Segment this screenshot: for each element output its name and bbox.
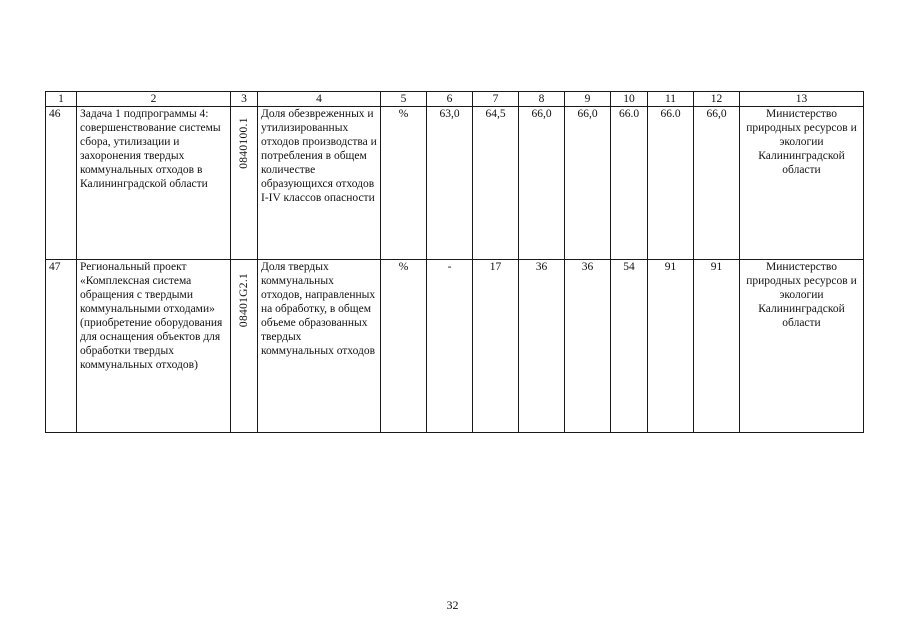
column-header: 4 [258,92,381,107]
value-cell: 66.0 [648,107,694,260]
table-row [46,260,864,433]
row-number: 47 [46,260,77,433]
column-header: 12 [694,92,740,107]
indicators-table [45,91,864,433]
indicator-name: Доля обезвреженных и утилизированных отходов производства и потребления в общем количестве образующихся отходов I-IV классов опасности [258,107,381,260]
responsible-body: Министерство природных ресурсов и экологии Калининградской области [740,107,864,260]
value-cell: 91 [648,260,694,433]
unit: % [381,107,427,260]
value-cell: 91 [694,260,740,433]
column-header: 8 [519,92,565,107]
value-cell: 36 [519,260,565,433]
value-cell: 63,0 [427,107,473,260]
value-cell: - [427,260,473,433]
column-header: 7 [473,92,519,107]
column-header: 13 [740,92,864,107]
column-header: 5 [381,92,427,107]
row-number: 46 [46,107,77,260]
code-cell [231,260,258,433]
column-header: 10 [611,92,648,107]
value-cell: 66,0 [694,107,740,260]
column-header: 3 [231,92,258,107]
column-header: 11 [648,92,694,107]
value-cell: 66,0 [565,107,611,260]
value-cell: 54 [611,260,648,433]
task-name: Региональный проект «Комплексная система обращения с твердыми коммунальными отходами» (приобретение оборудования для оснащения объектов для обработки твердых коммунальных отходов) [77,260,231,433]
column-header: 1 [46,92,77,107]
responsible-body: Министерство природных ресурсов и экологии Калининградской области [740,260,864,433]
value-cell: 17 [473,260,519,433]
value-cell: 66.0 [611,107,648,260]
task-name: Задача 1 подпрограммы 4: совершенствование системы сбора, утилизации и захоронения твердых коммунальных отходов в Калининградской области [77,107,231,260]
column-header: 6 [427,92,473,107]
code-cell [231,107,258,260]
value-cell: 36 [565,260,611,433]
task-code: 08401G2.1 [238,272,250,328]
header-row [46,92,864,107]
indicator-name: Доля твердых коммунальных отходов, направленных на обработку, в общем объеме образованных твердых коммунальных отходов [258,260,381,433]
task-code: 0840100.1 [238,117,250,169]
value-cell: 66,0 [519,107,565,260]
page-number: 32 [446,598,459,612]
table-row [46,107,864,260]
column-header: 2 [77,92,231,107]
value-cell: 64,5 [473,107,519,260]
column-header: 9 [565,92,611,107]
unit: % [381,260,427,433]
